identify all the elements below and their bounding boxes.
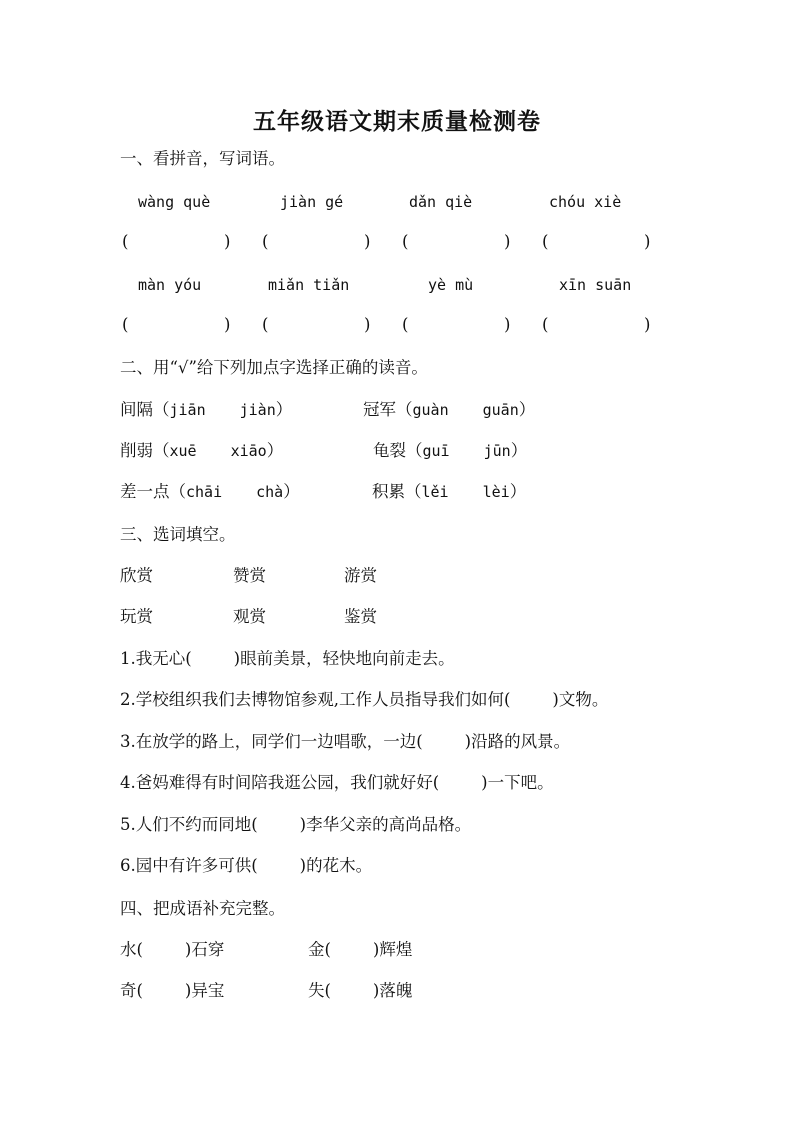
reading-item: 间隔（jiān jiàn） [120,400,293,419]
answer-paren-close: ) [644,232,651,251]
answer-paren-open: ( [402,232,409,251]
section-1-heading: 一、看拼音，写词语。 [120,149,285,168]
answer-paren-open: ( [262,315,269,334]
answer-paren-open: ( [542,315,549,334]
fill-sentence-4: 4.爸妈难得有时间陪我逛公园，我们就好好( )一下吧。 [120,773,554,792]
section-4-heading: 四、把成语补充完整。 [120,899,285,918]
fill-sentence-6: 6.园中有许多可供( )的花木。 [120,856,373,875]
pinyin-7: yè mù [428,276,474,294]
section-2-heading: 二、用“√”给下列加点字选择正确的读音。 [120,358,428,377]
answer-paren-close: ) [364,232,371,251]
reading-item: 差一点（chāi chà） [120,482,300,501]
answer-paren-close: ) [504,232,511,251]
idiom-item: 奇( )异宝 [120,981,225,1000]
section-3-heading: 三、选词填空。 [120,525,236,544]
reading-item: 积累（lěi lèi） [372,482,527,501]
pinyin-3: dǎn qiè [409,193,473,211]
pinyin-1: wàng què [138,193,211,211]
word-choice: 玩赏 [120,607,153,626]
fill-sentence-5: 5.人们不约而同地( )李华父亲的高尚品格。 [120,815,472,834]
word-choice: 鉴赏 [344,607,377,626]
answer-paren-close: ) [504,315,511,334]
answer-paren-close: ) [224,232,231,251]
answer-paren-open: ( [542,232,549,251]
word-choice: 欣赏 [120,566,153,585]
answer-paren-close: ) [644,315,651,334]
answer-paren-close: ) [224,315,231,334]
idiom-item: 金( )辉煌 [308,940,413,959]
answer-paren-open: ( [262,232,269,251]
fill-sentence-2: 2.学校组织我们去博物馆参观,工作人员指导我们如何( )文物。 [120,690,609,709]
word-choice: 观赏 [233,607,266,626]
word-choice: 赞赏 [233,566,266,585]
pinyin-6: miǎn tiǎn [268,276,350,294]
idiom-item: 水( )石穿 [120,940,225,959]
word-choice: 游赏 [344,566,377,585]
fill-sentence-3: 3.在放学的路上，同学们一边唱歌，一边( )沿路的风景。 [120,732,571,751]
reading-item: 冠军（guàn guān） [363,400,536,419]
pinyin-2: jiàn gé [280,193,344,211]
pinyin-4: chóu xiè [549,193,622,211]
page-title: 五年级语文期末质量检测卷 [253,108,541,135]
idiom-item: 失( )落魄 [308,981,413,1000]
reading-item: 削弱（xuē xiāo） [120,441,284,460]
answer-paren-close: ) [364,315,371,334]
answer-paren-open: ( [402,315,409,334]
pinyin-5: màn yóu [138,276,202,294]
answer-paren-open: ( [122,315,129,334]
fill-sentence-1: 1.我无心( )眼前美景，轻快地向前走去。 [120,649,455,668]
pinyin-8: xīn suān [559,276,632,294]
answer-paren-open: ( [122,232,129,251]
reading-item: 龟裂（guī jūn） [373,441,528,460]
